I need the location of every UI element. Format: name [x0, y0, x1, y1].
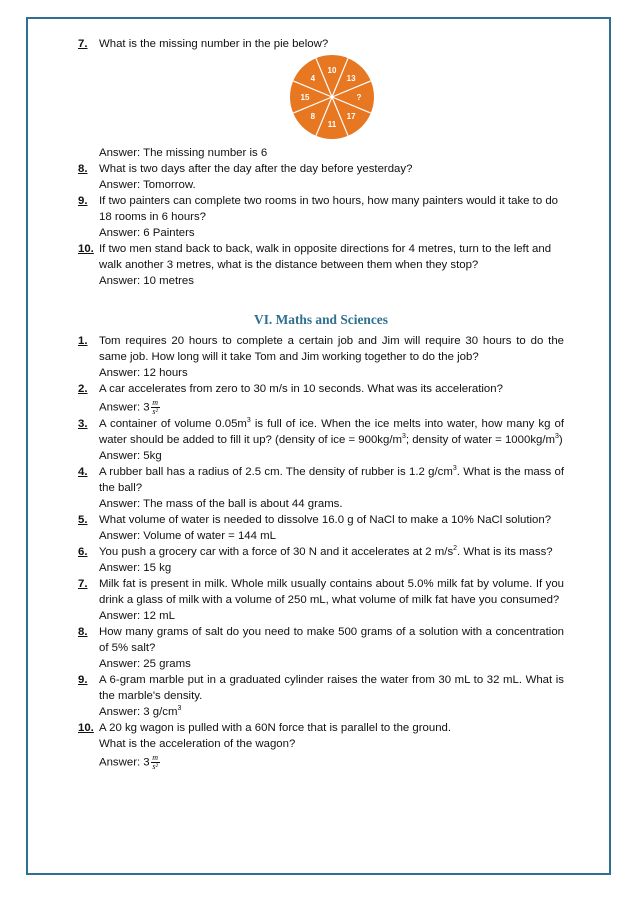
section-heading: VI. Maths and Sciences	[254, 312, 388, 327]
pie-figure	[78, 52, 564, 145]
pie-slice-label: 8	[310, 112, 316, 122]
science-question-3	[78, 416, 564, 464]
science-question-2	[78, 381, 564, 416]
question-text: A 20 kg wagon is pulled with a 60N force that is parallel to the ground.	[99, 722, 452, 734]
science-question-1	[78, 333, 564, 381]
question-text: A container of volume $0.05m^3$ is full of ice. When the ice melts into water, how many kg of water should be added to fill it up? (density of ice = $900kg/m^3$; density of water = $1000kg/m^3$)	[99, 417, 564, 446]
question-text: Milk fat is present in milk. Whole milk usually contains about 5.0% milk fat by volume. If you drink a glass of milk with a volume of 250 mL, what volume of milk fat have you consumed?	[99, 578, 564, 606]
answer-text: Answer: 12 hours	[99, 367, 188, 379]
unit-numerator: m	[152, 398, 159, 407]
question-text: What is the acceleration of the wagon?	[99, 738, 296, 750]
unit-fraction	[151, 754, 160, 771]
pie-slice-label: 4	[310, 73, 316, 83]
question-text: What is the missing number in the pie below?	[99, 38, 329, 50]
question-number: 5.	[78, 514, 88, 526]
question-number: 10.	[78, 243, 94, 255]
answer-text: Answer: 25 grams	[99, 658, 191, 670]
question-text: How many grams of salt do you need to make 500 grams of a solution with a concentration of 5% salt?	[99, 626, 564, 654]
answer-text: Answer: 15 kg	[99, 562, 172, 574]
puzzle-9	[78, 193, 564, 241]
question-text: A 6-gram marble put in a graduated cylinder raises the water from 30 mL to 32 mL. What is the marble's density.	[99, 674, 564, 702]
puzzle-8	[78, 161, 564, 193]
science-question-8	[78, 624, 564, 672]
answer-line	[99, 399, 564, 416]
answer-line: Answer: 3 $g/cm^3$	[99, 705, 182, 718]
pie-slice-label: 13	[346, 73, 356, 83]
pie-slice-label: 11	[327, 120, 337, 129]
question-number: 8.	[78, 163, 88, 175]
question-number: 9.	[78, 674, 88, 686]
answer-text: Answer: 3	[99, 401, 150, 414]
document-content	[78, 36, 564, 771]
question-number: 8.	[78, 626, 88, 638]
pie-slice-label: 15	[300, 93, 310, 102]
unit-numerator: m	[152, 753, 159, 762]
pie-slice-label: 17	[346, 112, 356, 122]
question-text: What volume of water is needed to dissolve 16.0 g of NaCl to make a 10% NaCl solution?	[99, 514, 552, 526]
science-question-10	[78, 720, 564, 771]
question-number: 1.	[78, 335, 88, 347]
science-question-4	[78, 464, 564, 512]
question-text: Tom requires 20 hours to complete a certain job and Jim will require 30 hours to do the same job. How long will it take Tom and Jim working together to do the job?	[99, 335, 564, 363]
question-number: 9.	[78, 195, 88, 207]
answer-text: Answer: The missing number is 6	[99, 147, 268, 159]
question-number: 6.	[78, 546, 88, 558]
question-number: 10.	[78, 722, 94, 734]
question-number: 2.	[78, 383, 88, 395]
answer-text: Answer: The mass of the ball is about 44 grams.	[99, 498, 343, 510]
unit-denominator: s²	[152, 762, 158, 771]
question-text: What is two days after the day after the day before yesterday?	[99, 163, 413, 175]
pie-slice-label: ?	[356, 93, 362, 102]
answer-line	[99, 754, 564, 771]
question-number: 4.	[78, 466, 88, 478]
science-question-6	[78, 544, 564, 576]
unit-fraction	[151, 399, 160, 416]
answer-text: Answer: Tomorrow.	[99, 179, 196, 191]
pie-slice-label: 10	[327, 66, 337, 75]
question-number: 3.	[78, 418, 88, 430]
question-text: If two painters can complete two rooms in two hours, how many painters would it take to do 18 rooms in 6 hours?	[99, 195, 559, 223]
question-text: A car accelerates from zero to 30 m/s in 10 seconds. What was its acceleration?	[99, 383, 503, 395]
answer-text: Answer: 10 metres	[99, 275, 194, 287]
science-question-9	[78, 672, 564, 720]
question-text: If two men stand back to back, walk in opposite directions for 4 metres, turn to the left and walk another 3 metres, what is the distance between them when they stop?	[99, 243, 552, 271]
question-number: 7.	[78, 38, 88, 50]
science-question-5	[78, 512, 564, 544]
question-number: 7.	[78, 578, 88, 590]
puzzle-7	[78, 36, 564, 52]
answer-text: Answer: 12 mL	[99, 610, 175, 622]
answer-text: Answer: Volume of water = 144 mL	[99, 530, 276, 542]
question-text: A rubber ball has a radius of 2.5 cm. The density of rubber is 1.2 $g/cm^3$. What is the mass of the ball?	[99, 465, 565, 494]
unit-denominator: s²	[152, 407, 158, 416]
answer-text: Answer: 5kg	[99, 450, 162, 462]
puzzle-10	[78, 241, 564, 289]
answer-text: Answer: 3 g/cm	[99, 706, 178, 718]
answer-text: Answer: 6 Painters	[99, 227, 195, 239]
question-text: You push a grocery car with a force of 30 N and it accelerates at 2 $m/s^2$. What is its mass?	[99, 545, 553, 558]
science-question-7	[78, 576, 564, 624]
answer-text: Answer: 3	[99, 756, 150, 769]
number-pie-chart	[287, 52, 377, 142]
